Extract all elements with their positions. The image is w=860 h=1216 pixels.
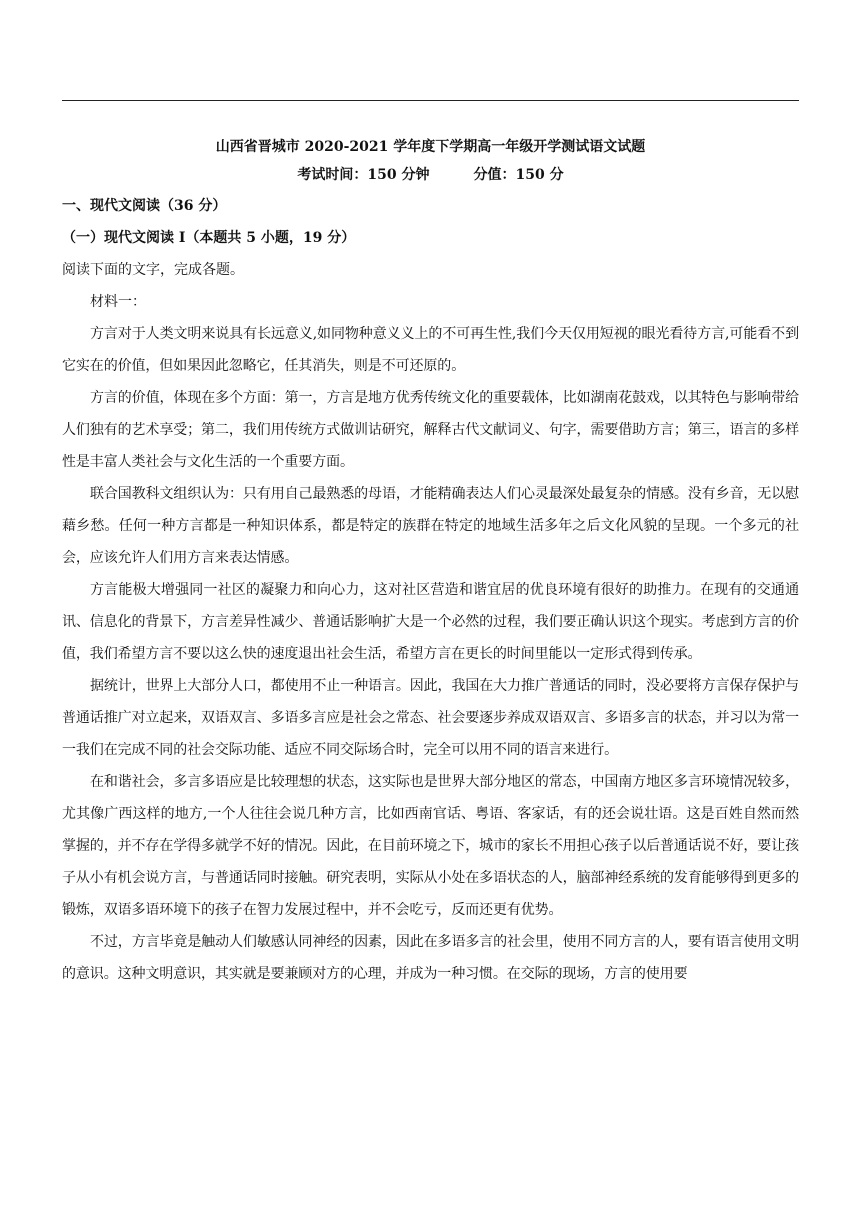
exam-info [62, 160, 799, 190]
reading-instruction: 阅读下面的文字，完成各题。 [62, 262, 244, 278]
header-rule [62, 100, 799, 101]
paragraph: 方言能极大增强同一社区的凝聚力和向心力，这对社区营造和谐宜居的优良环境有很好的助推力。在现有的交通通讯、信息化的背景下，方言差异性减少、普通话影响扩大是一个必然的过程，我们要正确认识这个现实。考虑到方言的价值，我们希望方言不要以这么快的速度退出社会生活，希望方言在更长的时间里能以一定形式得到传承。 [62, 582, 799, 662]
paragraph: 联合国教科文组织认为：只有用自己最熟悉的母语，才能精确表达人们心灵最深处最复杂的情感。没有乡音，无以慰藉乡愁。任何一种方言都是一种知识体系，都是特定的族群在特定的地域生活多年之后文化风貌的呈现。一个多元的社会，应该允许人们用方言来表达情感。 [62, 486, 799, 566]
exam-time: 考试时间：150 分钟 [297, 167, 430, 183]
section-heading: 一、现代文阅读（36 分） [62, 198, 227, 214]
document-title: 山西省晋城市 2020-2021 学年度下学期高一年级开学测试语文试题 [215, 139, 646, 155]
exam-score: 分值：150 分 [473, 167, 564, 183]
material-label: 材料一： [90, 294, 146, 310]
paragraph: 据统计，世界上大部分人口，都使用不止一种语言。因此，我国在大力推广普通话的同时，没必要将方言保存保护与普通话推广对立起来，双语双言、多语多言应是社会之常态、社会要逐步养成双语双言、多语多言的状态，并习以为常一一我们在完成不同的社会交际功能、适应不同交际场合时，完全可以用不同的语言来进行。 [62, 678, 799, 758]
paragraph: 方言的价值，体现在多个方面：第一，方言是地方优秀传统文化的重要载体，比如湖南花鼓戏，以其特色与影响带给人们独有的艺术享受；第二，我们用传统方式做训诂研究，解释古代文献词义、句字，需要借助方言；第三，语言的多样性是丰富人类社会与文化生活的一个重要方面。 [62, 390, 799, 470]
subsection-heading: （一）现代文阅读 I（本题共 5 小题，19 分） [62, 230, 356, 246]
document-body [62, 134, 799, 990]
paragraph: 不过，方言毕竟是触动人们敏感认同神经的因素，因此在多语多言的社会里，使用不同方言的人，要有语言使用文明的意识。这种文明意识，其实就是要兼顾对方的心理，并成为一种习惯。在交际的现场，方言的使用要 [62, 934, 799, 982]
paragraph: 在和谐社会，多言多语应是比较理想的状态，这实际也是世界大部分地区的常态，中国南方地区多言环境情况较多，尤其像广西这样的地方,一个人往往会说几种方言，比如西南官话、粤语、客家话，有的还会说壮语。这是百姓自然而然掌握的，并不存在学得多就学不好的情况。因此，在目前环境之下，城市的家长不用担心孩子以后普通话说不好，要让孩子从小有机会说方言，与普通话同时接触。研究表明，实际从小处在多语状态的人，脑部神经系统的发育能够得到更多的锻炼，双语多语环境下的孩子在智力发展过程中，并不会吃亏，反而还更有优势。 [62, 774, 799, 918]
paragraph: 方言对于人类文明来说具有长远意义,如同物种意义义上的不可再生性,我们今天仅用短视的眼光看待方言,可能看不到它实在的价值，但如果因此忽略它，任其消失，则是不可还原的。 [62, 326, 799, 374]
